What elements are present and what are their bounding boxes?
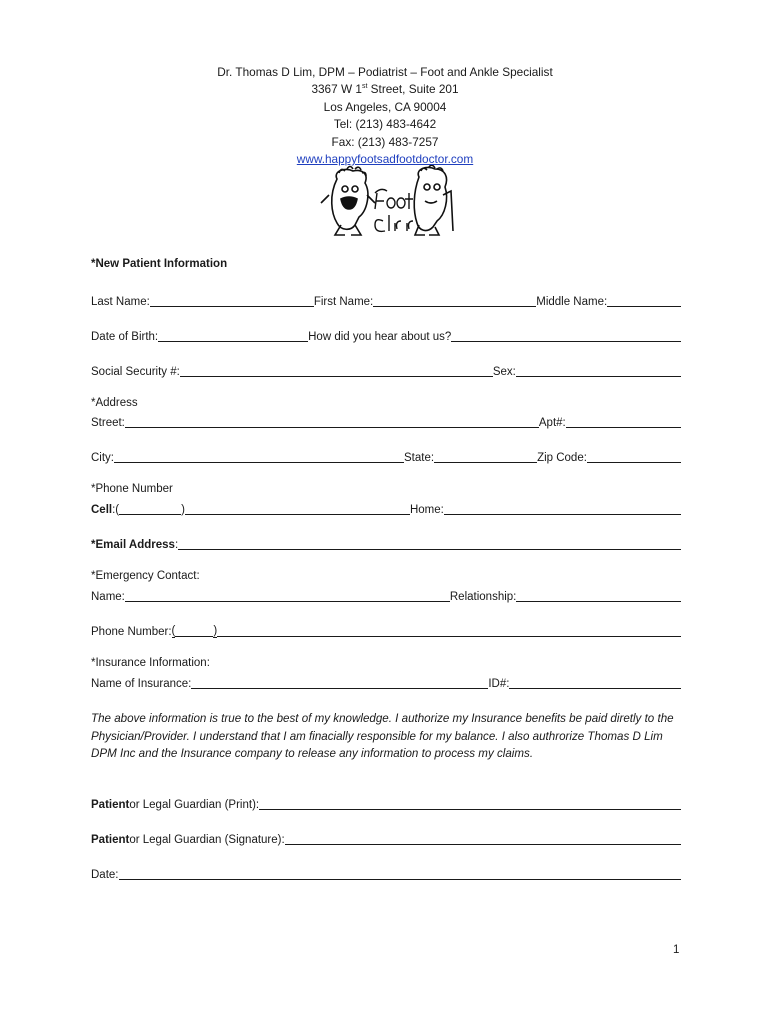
dob-field[interactable]	[158, 329, 308, 342]
ssn-label: Social Security #:	[91, 366, 180, 378]
hear-about-label: How did you hear about us?	[308, 331, 452, 343]
patient-label: Patient	[91, 799, 130, 811]
guardian-signature-row	[91, 830, 681, 846]
patient-label: Patient	[91, 834, 130, 846]
ssn-row	[91, 362, 681, 378]
hear-about-field[interactable]	[451, 329, 681, 342]
cell-area-code-field[interactable]	[119, 502, 181, 515]
practice-city: Los Angeles, CA 90004	[323, 99, 447, 114]
apt-label: Apt#:	[538, 417, 566, 429]
ssn-field[interactable]	[180, 364, 493, 377]
street-row	[91, 413, 681, 429]
street-label: Street:	[91, 417, 125, 429]
cell-number-field[interactable]	[185, 502, 410, 515]
home-label: Home:	[409, 504, 444, 516]
cell-label: Cell	[91, 504, 113, 516]
state-field[interactable]	[434, 450, 537, 463]
first-name-label: First Name:	[313, 296, 374, 308]
insurance-id-field[interactable]	[509, 676, 681, 689]
city-label: City:	[91, 452, 114, 464]
date-row	[91, 865, 681, 881]
emergency-name-row	[91, 587, 681, 603]
insurance-id-label: ID#:	[488, 678, 510, 690]
phone-heading: *Phone Number	[91, 483, 173, 495]
emergency-area-code-field[interactable]	[175, 624, 213, 637]
cell-row: Cell :( ) Home:	[91, 500, 681, 516]
email-label: *Email Address	[91, 539, 175, 551]
sex-label: Sex:	[492, 366, 516, 378]
foot-clinic-logo-icon	[315, 165, 455, 243]
insurance-name-label: Name of Insurance:	[91, 678, 192, 690]
date-label: Date:	[91, 869, 119, 881]
address-heading: *Address	[91, 397, 138, 409]
emergency-name-label: Name:	[91, 591, 125, 603]
street-field[interactable]	[125, 415, 539, 428]
practice-tel: Tel: (213) 483-4642	[333, 117, 437, 132]
section-title: *New Patient Information	[91, 258, 228, 270]
emergency-phone-row: Phone Number: ( )	[91, 622, 681, 638]
insurance-name-field[interactable]	[191, 676, 488, 689]
page-number: 1	[673, 944, 680, 956]
middle-name-label: Middle Name:	[536, 296, 608, 308]
dob-row	[91, 327, 681, 343]
apt-field[interactable]	[566, 415, 681, 428]
home-phone-field[interactable]	[444, 502, 681, 515]
relationship-label: Relationship:	[449, 591, 517, 603]
email-row: *Email Address :	[91, 535, 681, 551]
relationship-field[interactable]	[516, 589, 681, 602]
emergency-phone-label: Phone Number:	[91, 626, 172, 638]
first-name-field[interactable]	[373, 294, 536, 307]
guardian-print-label: or Legal Guardian (Print):	[129, 799, 260, 811]
emergency-heading: *Emergency Contact:	[91, 570, 200, 582]
practice-address: 3367 W 1st Street, Suite 201	[311, 82, 459, 97]
last-name-label: Last Name:	[91, 296, 150, 308]
date-field[interactable]	[119, 867, 682, 880]
website-link[interactable]: www.happyfootsadfootdoctor.com	[296, 152, 474, 167]
guardian-signature-field[interactable]	[285, 832, 681, 845]
practice-fax: Fax: (213) 483-7257	[331, 134, 439, 149]
zip-label: Zip Code:	[537, 452, 587, 464]
dob-label: Date of Birth:	[91, 331, 159, 343]
insurance-heading: *Insurance Information:	[91, 657, 210, 669]
emergency-phone-field[interactable]	[217, 624, 681, 637]
guardian-signature-label: or Legal Guardian (Signature):	[129, 834, 285, 846]
name-row	[91, 292, 681, 308]
state-label: State:	[404, 452, 435, 464]
practice-title: Dr. Thomas D Lim, DPM – Podiatrist – Foot and Ankle Specialist	[217, 65, 553, 79]
practice-header	[0, 64, 770, 168]
guardian-print-field[interactable]	[259, 797, 681, 810]
city-field[interactable]	[114, 450, 404, 463]
zip-field[interactable]	[587, 450, 681, 463]
city-row	[91, 448, 681, 464]
last-name-field[interactable]	[150, 294, 314, 307]
guardian-print-row	[91, 795, 681, 811]
middle-name-field[interactable]	[607, 294, 681, 307]
email-field[interactable]	[178, 537, 681, 550]
emergency-name-field[interactable]	[125, 589, 450, 602]
disclaimer-paragraph: The above information is true to the best of my knowledge. I authorize my Insurance benefits be paid diretly to the Physician/Provider. I understand that I am finacially responsible for my balance. I also authrorize Thomas D Lim DPM Inc and the Insurance company to release any information to process my claims.	[91, 712, 674, 760]
insurance-row	[91, 674, 681, 690]
sex-field[interactable]	[516, 364, 681, 377]
